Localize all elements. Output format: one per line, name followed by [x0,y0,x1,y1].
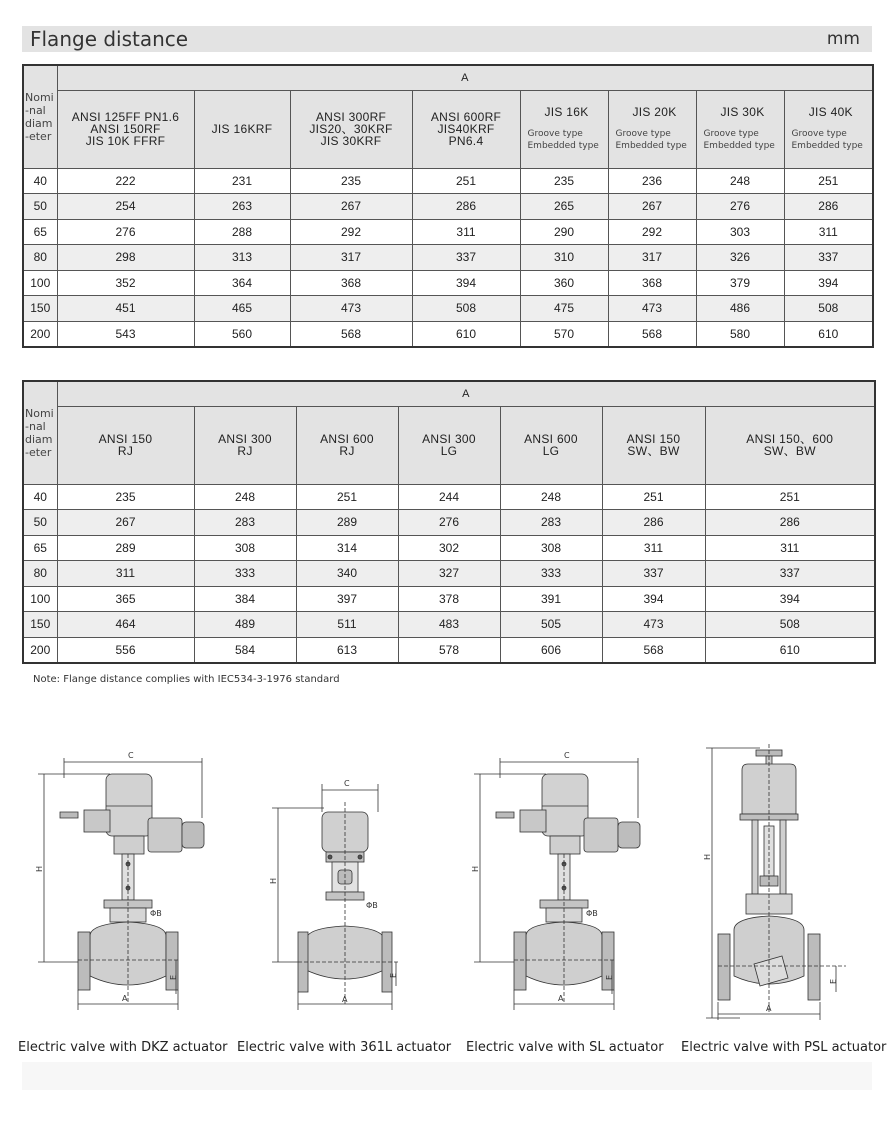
column-header [520,90,608,168]
distance-value-cell: 289 [57,535,194,561]
dim-label-a: A [766,1004,772,1013]
distance-value-cell: 311 [705,535,875,561]
dim-label-c: C [344,779,350,788]
distance-value-cell: 244 [398,484,500,510]
nominal-diameter-cell: 40 [23,484,57,510]
table-row [23,245,873,271]
distance-value-cell: 379 [696,270,784,296]
distance-value-cell: 475 [520,296,608,322]
column-header-line: JIS 40K [808,105,853,119]
column-header-line: JIS 30KRF [320,134,382,148]
distance-value-cell: 317 [290,245,412,271]
distance-value-cell: 465 [194,296,290,322]
subtype-line: Groove type [615,129,671,139]
diagram-caption-sl: Electric valve with SL actuator [466,1040,664,1055]
distance-value-cell: 397 [296,586,398,612]
distance-value-cell: 580 [696,321,784,347]
nominal-diameter-cell: 50 [23,510,57,536]
distance-value-cell: 265 [520,194,608,220]
column-header [500,406,602,484]
distance-value-cell: 568 [290,321,412,347]
column-header-line: PN6.4 [448,134,484,148]
column-header-label [708,433,873,457]
table-row [23,168,873,194]
flange-distance-table-2 [22,380,876,664]
dim-label-c: C [564,751,570,760]
distance-value-cell: 311 [784,219,873,245]
distance-value-cell: 235 [57,484,194,510]
column-header-label [197,123,288,135]
distance-value-cell: 451 [57,296,194,322]
column-header-line: ANSI 150 [98,432,153,446]
column-header [602,406,705,484]
column-header-subtype [528,128,606,152]
distance-value-cell: 302 [398,535,500,561]
distance-value-cell: 337 [784,245,873,271]
distance-value-cell: 473 [290,296,412,322]
column-header-line: JIS 16KRF [211,122,273,136]
column-header-label [605,433,703,457]
column-header [57,90,194,168]
nominal-diameter-cell: 200 [23,637,57,663]
distance-value-cell: 508 [705,612,875,638]
distance-value-cell: 314 [296,535,398,561]
dim-label-e: E [389,972,398,978]
distance-value-cell: 333 [500,561,602,587]
nominal-line: -eter [25,129,52,143]
distance-value-cell: 251 [602,484,705,510]
nominal-diameter-cell: 65 [23,535,57,561]
distance-value-cell: 251 [412,168,520,194]
distance-value-cell: 543 [57,321,194,347]
column-header [412,90,520,168]
column-header-label [792,106,871,118]
table-row [23,219,873,245]
column-header-line: LG [440,444,458,458]
distance-value-cell: 384 [194,586,296,612]
subtype-line: Embedded type [615,141,687,151]
distance-value-cell: 464 [57,612,194,638]
group-header-a: A [57,381,875,406]
distance-value-cell: 570 [520,321,608,347]
distance-value-cell: 286 [705,510,875,536]
distance-value-cell: 313 [194,245,290,271]
column-header [296,406,398,484]
column-header-label [528,106,606,118]
column-header-label [415,111,518,147]
dim-label-b: ΦB [150,909,162,918]
nominal-diameter-cell: 65 [23,219,57,245]
nominal-diameter-cell: 150 [23,612,57,638]
distance-value-cell: 473 [608,296,696,322]
column-header-line: ANSI 150、600 [746,432,834,446]
distance-value-cell: 508 [412,296,520,322]
distance-value-cell: 360 [520,270,608,296]
dkz-valve-diagram [30,748,230,1020]
distance-value-cell: 276 [696,194,784,220]
dim-label-a: A [122,994,128,1003]
footer-strip [22,1062,872,1090]
column-header [705,406,875,484]
distance-value-cell: 310 [520,245,608,271]
dim-label-b: ΦB [586,909,598,918]
column-header-line: ANSI 150 [626,432,681,446]
distance-value-cell: 368 [608,270,696,296]
distance-value-cell: 365 [57,586,194,612]
distance-value-cell: 337 [705,561,875,587]
distance-value-cell: 267 [57,510,194,536]
nominal-diameter-cell: 80 [23,561,57,587]
diagram-caption-dkz: Electric valve with DKZ actuator [18,1040,228,1055]
distance-value-cell: 568 [602,637,705,663]
nominal-line: -eter [25,445,52,459]
distance-value-cell: 263 [194,194,290,220]
distance-value-cell: 292 [290,219,412,245]
nominal-diameter-cell: 80 [23,245,57,271]
table-row [23,194,873,220]
column-header-subtype [616,128,694,152]
subtype-line: Groove type [703,129,759,139]
nominal-line: Nomi [25,90,54,104]
distance-value-cell: 394 [412,270,520,296]
subtype-line: Groove type [791,129,847,139]
distance-value-cell: 283 [500,510,602,536]
nominal-diameter-cell: 100 [23,586,57,612]
distance-value-cell: 578 [398,637,500,663]
nominal-diameter-cell: 150 [23,296,57,322]
distance-value-cell: 340 [296,561,398,587]
column-header-line: JIS 30K [720,105,765,119]
column-header-label [503,433,600,457]
distance-value-cell: 473 [602,612,705,638]
column-header [57,406,194,484]
subtype-line: Groove type [527,129,583,139]
subtype-line: Embedded type [791,141,863,151]
column-header-line: RJ [117,444,134,458]
table-row [23,637,875,663]
column-header-line: ANSI 125FF PN1.6 [71,110,180,124]
distance-value-cell: 560 [194,321,290,347]
distance-value-cell: 276 [57,219,194,245]
distance-value-cell: 289 [296,510,398,536]
dim-label-h: H [471,865,480,872]
column-header-line: JIS20、30KRF [309,122,393,136]
distance-value-cell: 391 [500,586,602,612]
column-header-line: JIS 20K [632,105,677,119]
distance-value-cell: 231 [194,168,290,194]
column-header-line: SW、BW [627,444,680,458]
distance-value-cell: 283 [194,510,296,536]
distance-value-cell: 235 [290,168,412,194]
column-header [398,406,500,484]
table-row [23,586,875,612]
column-header-subtype [704,128,782,152]
distance-value-cell: 308 [500,535,602,561]
standard-note: Note: Flange distance complies with IEC534-3-1976 standard [33,674,340,685]
distance-value-cell: 505 [500,612,602,638]
distance-value-cell: 584 [194,637,296,663]
distance-value-cell: 288 [194,219,290,245]
nominal-line: diam [25,432,53,446]
column-header-line: ANSI 600 [524,432,578,446]
distance-value-cell: 368 [290,270,412,296]
psl-valve-diagram [700,744,860,1024]
dim-label-a: A [558,994,564,1003]
distance-value-cell: 286 [784,194,873,220]
column-header [608,90,696,168]
distance-value-cell: 352 [57,270,194,296]
table-row [23,296,873,322]
distance-value-cell: 508 [784,296,873,322]
distance-value-cell: 394 [784,270,873,296]
distance-value-cell: 606 [500,637,602,663]
distance-value-cell: 276 [398,510,500,536]
distance-value-cell: 251 [784,168,873,194]
361l-valve-diagram [262,772,442,1020]
column-header-line: SW、BW [763,444,816,458]
flange-distance-table-1 [22,64,874,348]
nominal-diameter-cell: 50 [23,194,57,220]
group-header-a: A [57,65,873,90]
distance-value-cell: 394 [602,586,705,612]
distance-value-cell: 610 [412,321,520,347]
distance-value-cell: 317 [608,245,696,271]
column-header-line: JIS 10K FFRF [85,134,166,148]
distance-value-cell: 248 [500,484,602,510]
distance-value-cell: 486 [696,296,784,322]
unit-label: mm [826,29,860,49]
distance-value-cell: 251 [296,484,398,510]
column-header [194,90,290,168]
column-header-line: ANSI 300RF [315,110,387,124]
distance-value-cell: 311 [412,219,520,245]
distance-value-cell: 267 [290,194,412,220]
table-row [23,484,875,510]
distance-value-cell: 248 [696,168,784,194]
distance-value-cell: 303 [696,219,784,245]
distance-value-cell: 251 [705,484,875,510]
distance-value-cell: 613 [296,637,398,663]
column-header [290,90,412,168]
dim-label-c: C [128,751,134,760]
column-header-label [616,106,694,118]
distance-value-cell: 308 [194,535,296,561]
dim-label-e: E [829,978,838,984]
nominal-diameter-cell: 100 [23,270,57,296]
subtype-line: Embedded type [703,141,775,151]
distance-value-cell: 286 [602,510,705,536]
column-header-line: RJ [339,444,355,458]
section-header [22,26,872,52]
column-header-line: JIS40KRF [437,122,495,136]
table-row [23,321,873,347]
distance-value-cell: 248 [194,484,296,510]
dim-label-h: H [35,865,44,872]
dim-label-h: H [703,853,712,860]
dim-label-e: E [605,974,614,980]
column-header-label [293,111,410,147]
column-header-line: ANSI 600 [320,432,374,446]
table-row [23,535,875,561]
distance-value-cell: 236 [608,168,696,194]
column-header-label [299,433,396,457]
dim-label-a: A [342,995,348,1004]
diagram-caption-psl: Electric valve with PSL actuator [681,1040,887,1055]
distance-value-cell: 483 [398,612,500,638]
nominal-line: diam [25,116,53,130]
distance-value-cell: 364 [194,270,290,296]
table-row [23,510,875,536]
distance-value-cell: 222 [57,168,194,194]
distance-value-cell: 610 [784,321,873,347]
column-header-label [197,433,294,457]
sl-valve-diagram [466,748,666,1020]
dim-label-b: ΦB [366,901,378,910]
column-header [194,406,296,484]
column-header-label [401,433,498,457]
distance-value-cell: 292 [608,219,696,245]
column-header-line: JIS 16K [544,105,589,119]
table-row [23,270,873,296]
distance-value-cell: 378 [398,586,500,612]
column-header-line: ANSI 150RF [90,122,161,136]
column-header-line: ANSI 300 [422,432,476,446]
distance-value-cell: 254 [57,194,194,220]
distance-value-cell: 610 [705,637,875,663]
column-header-line: LG [542,444,560,458]
nominal-diameter-cell: 40 [23,168,57,194]
distance-value-cell: 290 [520,219,608,245]
distance-value-cell: 333 [194,561,296,587]
column-header-line: ANSI 600RF [430,110,502,124]
distance-value-cell: 511 [296,612,398,638]
section-title: Flange distance [30,27,189,51]
column-header-subtype [792,128,871,152]
distance-value-cell: 556 [57,637,194,663]
nominal-line: -nal [25,419,46,433]
table-row [23,612,875,638]
column-header [696,90,784,168]
nominal-line: -nal [25,103,46,117]
nominal-diameter-cell: 200 [23,321,57,347]
distance-value-cell: 337 [602,561,705,587]
column-header-line: ANSI 300 [218,432,272,446]
column-header-label [60,111,192,147]
nominal-line: Nomi [25,406,54,420]
distance-value-cell: 311 [602,535,705,561]
table-row [23,561,875,587]
subtype-line: Embedded type [527,141,599,151]
distance-value-cell: 568 [608,321,696,347]
nominal-diameter-header [23,381,57,484]
distance-value-cell: 267 [608,194,696,220]
column-header-label [704,106,782,118]
distance-value-cell: 327 [398,561,500,587]
diagram-caption-361l: Electric valve with 361L actuator [237,1040,452,1055]
distance-value-cell: 326 [696,245,784,271]
distance-value-cell: 235 [520,168,608,194]
distance-value-cell: 286 [412,194,520,220]
column-header-line: RJ [237,444,253,458]
distance-value-cell: 311 [57,561,194,587]
nominal-diameter-header [23,65,57,168]
distance-value-cell: 489 [194,612,296,638]
distance-value-cell: 298 [57,245,194,271]
column-header-label [60,433,192,457]
dim-label-h: H [269,877,278,884]
dim-label-e: E [169,974,178,980]
column-header [784,90,873,168]
distance-value-cell: 394 [705,586,875,612]
distance-value-cell: 337 [412,245,520,271]
